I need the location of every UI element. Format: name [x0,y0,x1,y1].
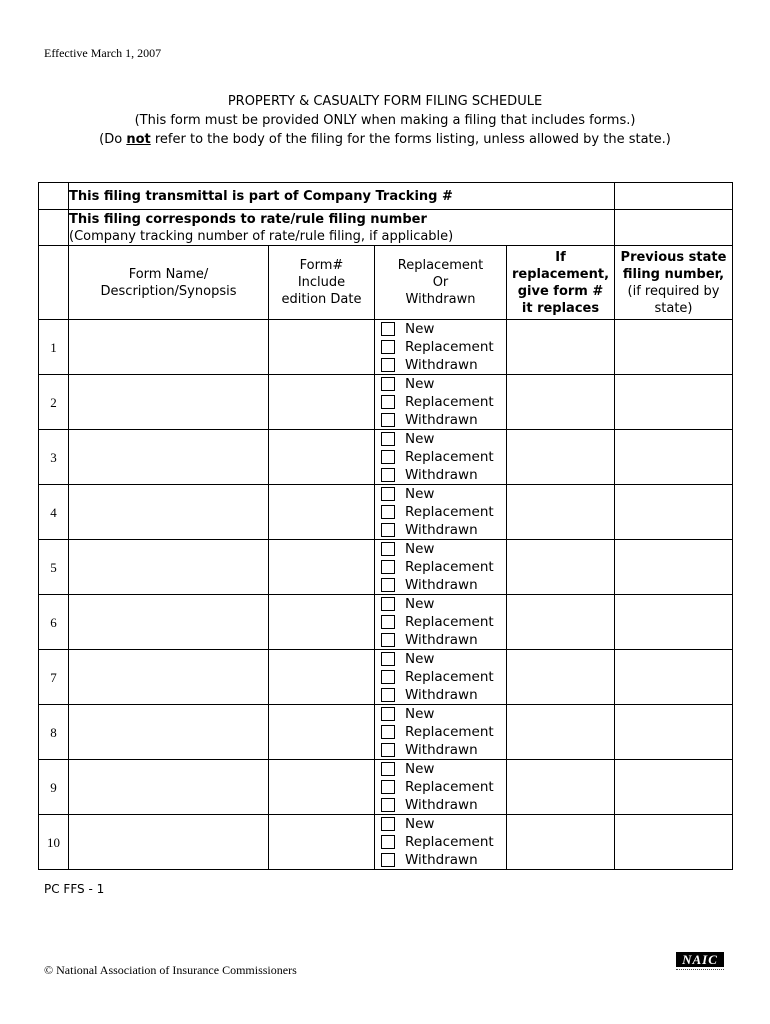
option-new[interactable] [375,540,506,558]
form-name-field[interactable] [69,320,269,375]
replaced-form-field[interactable] [507,595,615,650]
previous-filing-field[interactable] [615,540,733,595]
rate-rule-sublabel: (Company tracking number of rate/rule filing, if applicable) [69,228,454,244]
header-previous-filing-line1: Previous state [620,249,727,265]
new-label: New [405,705,435,722]
withdrawn-checkbox[interactable] [381,468,395,482]
form-name-field[interactable] [69,705,269,760]
form-name-field[interactable] [69,375,269,430]
option-withdrawn[interactable] [375,466,506,484]
option-new[interactable] [375,430,506,448]
option-withdrawn[interactable] [375,356,506,374]
new-checkbox[interactable] [381,377,395,391]
withdrawn-label: Withdrawn [405,576,478,593]
replacement-options [375,430,507,485]
form-number-field[interactable] [269,650,375,705]
tracking-spacer [39,183,69,210]
row-number: 7 [39,650,69,705]
header-if-replacement-line1: If [555,249,566,265]
tracking-label-cell [69,183,615,210]
withdrawn-checkbox[interactable] [381,798,395,812]
header-if-replacement-line3: give form # [517,283,604,299]
new-label: New [405,320,435,337]
withdrawn-label: Withdrawn [405,521,478,538]
form-number-field[interactable] [269,540,375,595]
new-label: New [405,430,435,447]
withdrawn-checkbox[interactable] [381,633,395,647]
option-new[interactable] [375,815,506,833]
option-new[interactable] [375,760,506,778]
schedule-row [39,595,733,650]
schedule-row [39,815,733,870]
replaced-form-field[interactable] [507,650,615,705]
withdrawn-checkbox[interactable] [381,578,395,592]
option-withdrawn[interactable] [375,851,506,869]
replaced-form-field[interactable] [507,540,615,595]
form-number-field[interactable] [269,375,375,430]
previous-filing-field[interactable] [615,815,733,870]
header-previous-filing-line3: (if required by [627,283,720,299]
rate-rule-label: This filing corresponds to rate/rule filing number [69,211,427,227]
form-number-field[interactable] [269,485,375,540]
replaced-form-field[interactable] [507,485,615,540]
header-form-name [69,246,269,320]
option-replacement[interactable] [375,723,506,741]
replaced-form-field[interactable] [507,375,615,430]
form-number-field[interactable] [269,705,375,760]
replacement-checkbox[interactable] [381,835,395,849]
replacement-checkbox[interactable] [381,395,395,409]
replacement-options [375,540,507,595]
effective-date: Effective March 1, 2007 [44,46,162,60]
new-checkbox[interactable] [381,817,395,831]
replacement-label: Replacement [405,503,494,520]
replacement-label: Replacement [405,558,494,575]
tracking-label: This filing transmittal is part of Company Tracking # [69,188,453,204]
schedule-row [39,650,733,705]
schedule-row [39,760,733,815]
withdrawn-label: Withdrawn [405,741,478,758]
option-withdrawn[interactable] [375,411,506,429]
replacement-label: Replacement [405,613,494,630]
header-form-number-line2: Include [297,275,346,290]
new-checkbox[interactable] [381,762,395,776]
copyright-notice: © National Association of Insurance Commissioners [44,963,297,977]
form-title: PROPERTY & CASUALTY FORM FILING SCHEDULE [227,94,543,109]
new-checkbox[interactable] [381,432,395,446]
previous-filing-field[interactable] [615,650,733,705]
option-replacement[interactable] [375,558,506,576]
form-name-field[interactable] [69,815,269,870]
replacement-options [375,815,507,870]
new-label: New [405,815,435,832]
row-number: 5 [39,540,69,595]
option-withdrawn[interactable] [375,576,506,594]
option-withdrawn[interactable] [375,521,506,539]
row-number: 4 [39,485,69,540]
withdrawn-checkbox[interactable] [381,688,395,702]
option-withdrawn[interactable] [375,741,506,759]
schedule-row [39,430,733,485]
rate-rule-number-field[interactable] [615,210,733,246]
schedule-row [39,320,733,375]
subtitle-2-pre: (Do [99,132,127,147]
filing-schedule-table [38,182,733,870]
new-checkbox[interactable] [381,487,395,501]
option-replacement[interactable] [375,503,506,521]
withdrawn-checkbox[interactable] [381,743,395,757]
new-checkbox[interactable] [381,597,395,611]
option-withdrawn[interactable] [375,686,506,704]
replacement-checkbox[interactable] [381,505,395,519]
option-new[interactable] [375,650,506,668]
schedule-row [39,705,733,760]
replacement-label: Replacement [405,448,494,465]
withdrawn-label: Withdrawn [405,411,478,428]
new-label: New [405,650,435,667]
form-code: PC FFS - 1 [44,882,105,896]
withdrawn-checkbox[interactable] [381,358,395,372]
form-heading [0,92,770,149]
new-checkbox[interactable] [381,707,395,721]
previous-filing-field[interactable] [615,705,733,760]
form-subtitle-2 [0,130,770,149]
replacement-checkbox[interactable] [381,670,395,684]
rate-rule-spacer [39,210,69,246]
header-form-number-line1: Form# [299,258,344,273]
option-new[interactable] [375,705,506,723]
replacement-options [375,595,507,650]
schedule-row [39,485,733,540]
naic-logo [676,952,724,974]
form-name-field[interactable] [69,485,269,540]
replacement-options [375,320,507,375]
header-number-cell [39,246,69,320]
option-replacement[interactable] [375,833,506,851]
form-number-field[interactable] [269,760,375,815]
withdrawn-label: Withdrawn [405,686,478,703]
withdrawn-label: Withdrawn [405,466,478,483]
replacement-checkbox[interactable] [381,560,395,574]
previous-filing-field[interactable] [615,760,733,815]
header-if-replacement-line4: it replaces [521,300,600,316]
header-form-name-line1: Form Name/ [128,266,209,282]
tracking-number-field[interactable] [615,183,733,210]
withdrawn-checkbox[interactable] [381,413,395,427]
form-name-field[interactable] [69,540,269,595]
new-checkbox[interactable] [381,652,395,666]
new-label: New [405,375,435,392]
header-replacement-line3: Withdrawn [405,292,476,307]
previous-filing-field[interactable] [615,375,733,430]
new-label: New [405,540,435,557]
option-replacement[interactable] [375,448,506,466]
option-replacement[interactable] [375,338,506,356]
row-number: 1 [39,320,69,375]
replaced-form-field[interactable] [507,320,615,375]
option-replacement[interactable] [375,668,506,686]
new-label: New [405,760,435,777]
rate-rule-row [39,210,733,246]
row-number: 6 [39,595,69,650]
option-new[interactable] [375,375,506,393]
replacement-label: Replacement [405,833,494,850]
withdrawn-label: Withdrawn [405,851,478,868]
header-previous-filing-line2: filing number, [622,266,725,282]
new-checkbox[interactable] [381,542,395,556]
row-number: 8 [39,705,69,760]
withdrawn-checkbox[interactable] [381,853,395,867]
schedule-row [39,375,733,430]
previous-filing-field[interactable] [615,430,733,485]
subtitle-2-post: refer to the body of the filing for the forms listing, unless allowed by the state.) [150,132,671,147]
header-form-name-line2: Description/Synopsis [100,283,237,299]
replacement-options [375,375,507,430]
replaced-form-field[interactable] [507,815,615,870]
form-subtitle-1: (This form must be provided ONLY when making a filing that includes forms.) [134,113,636,128]
form-name-field[interactable] [69,430,269,485]
replacement-label: Replacement [405,723,494,740]
header-form-number-line3: edition Date [281,292,362,307]
form-name-field[interactable] [69,650,269,705]
replacement-checkbox[interactable] [381,615,395,629]
column-header-row [39,246,733,320]
replacement-label: Replacement [405,393,494,410]
form-number-field[interactable] [269,430,375,485]
withdrawn-label: Withdrawn [405,356,478,373]
replacement-checkbox[interactable] [381,780,395,794]
replacement-label: Replacement [405,778,494,795]
replacement-options [375,705,507,760]
replacement-label: Replacement [405,668,494,685]
option-new[interactable] [375,595,506,613]
naic-logo-mark: NAIC [676,952,724,967]
row-number: 9 [39,760,69,815]
previous-filing-field[interactable] [615,485,733,540]
replacement-checkbox[interactable] [381,340,395,354]
replacement-options [375,650,507,705]
option-replacement[interactable] [375,613,506,631]
option-withdrawn[interactable] [375,631,506,649]
option-replacement[interactable] [375,393,506,411]
replacement-checkbox[interactable] [381,450,395,464]
schedule-row [39,540,733,595]
replacement-checkbox[interactable] [381,725,395,739]
option-replacement[interactable] [375,778,506,796]
option-withdrawn[interactable] [375,796,506,814]
replaced-form-field[interactable] [507,430,615,485]
row-number: 2 [39,375,69,430]
form-name-field[interactable] [69,595,269,650]
new-label: New [405,485,435,502]
row-number: 3 [39,430,69,485]
withdrawn-checkbox[interactable] [381,523,395,537]
replacement-label: Replacement [405,338,494,355]
subtitle-2-not: not [126,132,151,147]
form-name-field[interactable] [69,760,269,815]
withdrawn-label: Withdrawn [405,631,478,648]
tracking-row [39,183,733,210]
form-number-field[interactable] [269,320,375,375]
header-if-replacement [507,246,615,320]
replaced-form-field[interactable] [507,760,615,815]
header-previous-filing [615,246,733,320]
header-replacement-line1: Replacement [397,258,484,273]
rate-rule-label-cell [69,210,615,246]
replacement-options [375,485,507,540]
withdrawn-label: Withdrawn [405,796,478,813]
option-new[interactable] [375,320,506,338]
naic-logo-tagline [676,969,724,975]
header-replacement-line2: Or [432,275,449,290]
header-previous-filing-line4: state) [654,300,693,316]
previous-filing-field[interactable] [615,595,733,650]
header-replacement [375,246,507,320]
form-number-field[interactable] [269,595,375,650]
replaced-form-field[interactable] [507,705,615,760]
new-checkbox[interactable] [381,322,395,336]
new-label: New [405,595,435,612]
replacement-options [375,760,507,815]
row-number: 10 [39,815,69,870]
form-number-field[interactable] [269,815,375,870]
header-form-number [269,246,375,320]
previous-filing-field[interactable] [615,320,733,375]
header-if-replacement-line2: replacement, [511,266,610,282]
option-new[interactable] [375,485,506,503]
